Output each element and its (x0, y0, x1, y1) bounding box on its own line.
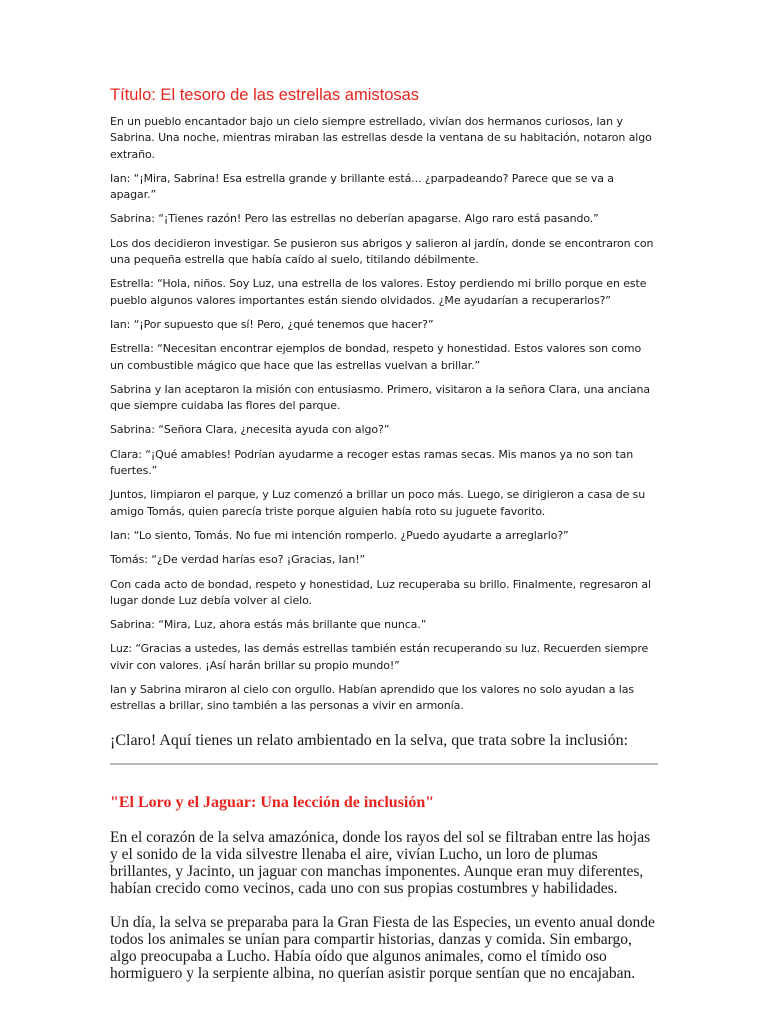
document-page (110, 84, 658, 999)
story-title: Título: El tesoro de las estrellas amistosas (110, 86, 420, 104)
intro-text: ¡Claro! Aquí tienes un relato ambientado en la selva, que trata sobre la inclusión: (110, 731, 629, 749)
dialogue-line: Ian: “Lo siento, Tomás. No fue mi intención romperlo. ¿Puedo ayudarte a arreglarlo?” (110, 528, 569, 542)
story-paragraph: Juntos, limpiaron el parque, y Luz comenzó a brillar un poco más. Luego, se dirigieron a casa de su amigo Tomás, quien parecía triste porque alguien había roto su juguete favorito. (110, 488, 646, 518)
dialogue-line: Sabrina: “Mira, Luz, ahora estás más brillante que nunca.” (110, 618, 427, 632)
dialogue-line: Ian: “¡Por supuesto que sí! Pero, ¿qué tenemos que hacer?” (110, 317, 434, 331)
dialogue-line: Luz: “Gracias a ustedes, las demás estrellas también están recuperando su luz. Recuerden siempre vivir con valores. ¡Así harán brillar su propio mundo!” (110, 642, 649, 672)
horizontal-divider (110, 763, 658, 765)
story-paragraph: Los dos decidieron investigar. Se pusieron sus abrigos y salieron al jardín, donde se encontraron con una pequeña estrella que había caído al suelo, titilando débilmente. (110, 236, 654, 267)
story-paragraph: Ian y Sabrina miraron al cielo con orgullo. Habían aprendido que los valores no solo ayudan a las estrellas a brillar, sino también a las personas a vivir en armonía. (110, 683, 635, 713)
dialogue-line: Tomás: “¿De verdad harías eso? ¡Gracias, Ian!” (110, 553, 366, 567)
dialogue-line: Sabrina: “¡Tienes razón! Pero las estrellas no deberían apagarse. Algo raro está pasando.” (110, 212, 599, 226)
story-paragraph: En un pueblo encantador bajo un cielo siempre estrellado, vivían dos hermanos curiosos, Ian y Sabrina. Una noche, mientras miraban las estrellas desde la ventana de su habitación, notaron algo extraño. (110, 115, 652, 161)
dialogue-line: Clara: “¡Qué amables! Podrían ayudarme a recoger estas ramas secas. Mis manos ya no son tan fuertes.” (110, 447, 634, 478)
dialogue-line: Ian: “¡Mira, Sabrina! Esa estrella grande y brillante está... ¿parpadeando? Parece que se va a apagar.” (110, 171, 614, 202)
story-title: "El Loro y el Jaguar: Una lección de inclusión" (110, 793, 435, 811)
story-paragraph: En el corazón de la selva amazónica, donde los rayos del sol se filtraban entre las hojas y el sonido de la vida silvestre llenaba el aire, vivían Lucho, un loro de plumas brillantes, y Jacinto, un jaguar con manchas imponentes. Aunque eran muy diferentes, habían crecido como vecinos, cada uno con sus propias costumbres y habilidades. (110, 828, 651, 897)
dialogue-line: Estrella: “Necesitan encontrar ejemplos de bondad, respeto y honestidad. Estos valores son como un combustible mágico que hace que las estrellas vuelvan a brillar.” (110, 342, 642, 372)
dialogue-line: Sabrina: “Señora Clara, ¿necesita ayuda con algo?” (110, 423, 390, 437)
story-paragraph: Con cada acto de bondad, respeto y honestidad, Luz recuperaba su brillo. Finalmente, regresaron al lugar donde Luz debía volver al cielo. (110, 577, 651, 607)
story-paragraph: Sabrina y Ian aceptaron la misión con entusiasmo. Primero, visitaron a la señora Clara, una anciana que siempre cuidaba las flores del parque. (110, 382, 651, 413)
dialogue-line: Estrella: “Hola, niños. Soy Luz, una estrella de los valores. Estoy perdiendo mi brillo porque en este pueblo algunos valores importantes están siendo olvidados. ¿Me ayudarían a recuperarlos?” (110, 277, 647, 307)
story-paragraph: Un día, la selva se preparaba para la Gran Fiesta de las Especies, un evento anual donde todos los animales se unían para compartir historias, danzas y comida. Sin embargo, algo preocupaba a Lucho. Había oído que algunos animales, como el tímido oso hormiguero y la serpiente albina, no querían asistir porque sentían que no encajaban. (110, 913, 655, 982)
